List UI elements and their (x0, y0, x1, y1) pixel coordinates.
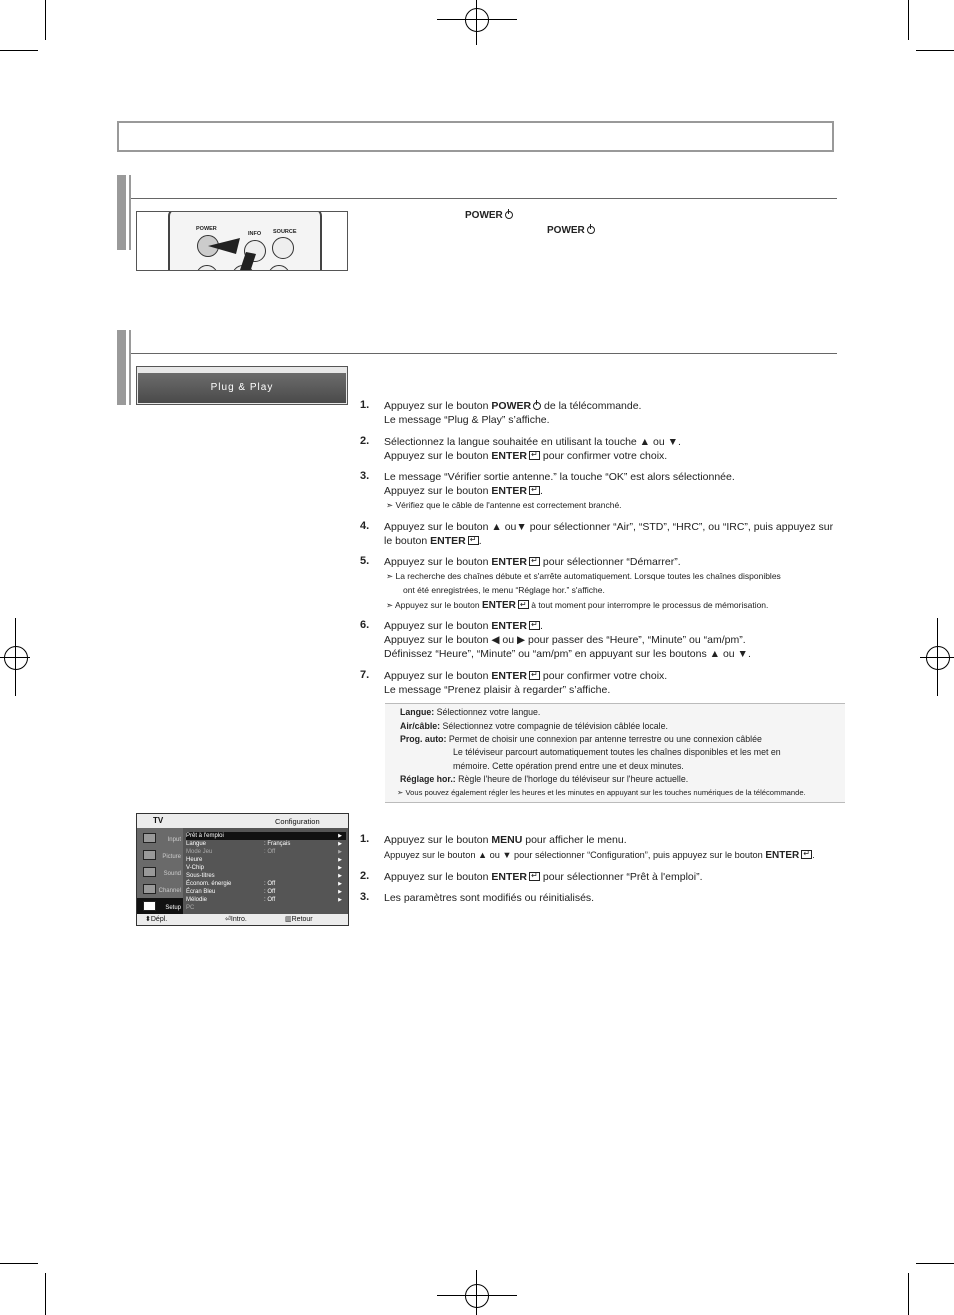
page-title-box (117, 121, 834, 152)
arrow-right-icon: ▶ (338, 897, 342, 903)
enter-icon (468, 536, 479, 545)
arrow-right-icon: ▶ (338, 833, 342, 839)
note-arrow-icon: ➣ (386, 571, 396, 581)
arrow-right-icon: ▶ (338, 881, 342, 887)
arrow-right-icon: ▶ (338, 865, 342, 871)
section-rule-1 (131, 198, 837, 199)
plug-and-play-screen (136, 366, 348, 405)
enter-icon (529, 671, 540, 680)
remote-source-label: SOURCE (273, 229, 297, 235)
step-1-line-2: Le message “Plug & Play” s’affiche. (384, 414, 550, 426)
enter-icon: ⏎ (225, 916, 231, 923)
note-arrow-icon: ➣ (397, 788, 406, 797)
step-4-line-2: le bouton ENTER↵ . (384, 534, 482, 548)
return-hint: ▥Retour (285, 916, 313, 923)
step-6-line-2: Appuyez sur le bouton ◀ ou ▶ pour passer des “Heure”, “Minute” ou “am/pm”. (384, 634, 746, 646)
menu-row: Heure ▶ (186, 857, 342, 863)
enter-icon (529, 621, 540, 630)
enter-icon (801, 850, 812, 859)
sound-icon (143, 867, 156, 877)
menu-row: Mode Jeu : Off ▶ (186, 849, 342, 855)
info-note: ➣ Vous pouvez également régler les heures et les minutes en appuyant sur les touches numériques de la télécommande. (397, 788, 806, 797)
sec3-step-2-line-1: Appuyez sur le bouton ENTER↵ pour sélectionner “Prêt à l'emploi”. (384, 870, 703, 884)
sec1-power-line-2: POWER (547, 224, 595, 238)
sec3-step-1-line-1: Appuyez sur le bouton MENU pour afficher le menu. (384, 834, 627, 846)
menu-header (137, 814, 348, 828)
power-icon (505, 211, 513, 219)
step-6-line-3: Définissez “Heure”, “Minute” ou “am/pm” en appuyant sur les boutons ▲ ou ▼. (384, 648, 751, 660)
step-7-line-1: Appuyez sur le bouton ENTER↵ pour confirmer votre choix. (384, 669, 667, 683)
step-number: 7. (360, 669, 370, 681)
menu-row: Économ. énergie : Off ▶ (186, 881, 342, 887)
step-number: 3. (360, 891, 370, 903)
section-marker-2 (117, 330, 131, 405)
plug-and-play-title: Plug & Play (138, 373, 346, 403)
info-air: Air/câble: Sélectionnez votre compagnie de télévision câblée locale. (400, 721, 668, 731)
remote-illustration (136, 211, 348, 271)
remote-info-label: INFO (248, 231, 262, 237)
step-1-line-1: Appuyez sur le bouton POWER de la télécommande. (384, 400, 642, 412)
step-number: 6. (360, 619, 370, 631)
step-2-line-2: Appuyez sur le bouton ENTER↵ pour confirmer votre choix. (384, 449, 667, 463)
menu-row: V-Chip ▶ (186, 865, 342, 871)
info-prog-3: mémoire. Cette opération prend entre une et deux minutes. (453, 761, 684, 771)
arrow-right-icon: ▶ (338, 873, 342, 879)
picture-icon (143, 850, 156, 860)
step-3-note: ➣ Vérifiez que le câble de l'antenne est correctement branché. (386, 500, 622, 510)
menu-row: Sous-titres ▶ (186, 873, 342, 879)
arrow-right-icon: ▶ (338, 841, 342, 847)
menu-tv-label: TV (153, 816, 164, 825)
enter-hint: ⏎Intro. (225, 916, 247, 923)
enter-icon (529, 557, 540, 566)
step-3-line-1: Le message “Vérifier sortie antenne.” la touche “OK” est alors sélectionnée. (384, 471, 735, 483)
power-icon (533, 402, 541, 410)
channel-icon (143, 884, 156, 894)
pointer-arrow-icon (208, 234, 258, 271)
step-number: 1. (360, 399, 370, 411)
step-5-line-1: Appuyez sur le bouton ENTER↵ pour sélectionner “Démarrer”. (384, 555, 681, 569)
remote-source-button (272, 237, 294, 259)
info-box (385, 703, 845, 803)
info-reglage: Réglage hor.: Règle l'heure de l'horloge du téléviseur sur l'heure actuelle. (400, 774, 689, 784)
step-number: 2. (360, 870, 370, 882)
note-arrow-icon: ➣ (386, 500, 396, 510)
info-prog-2: Le téléviseur parcourt automatiquement toutes les chaînes disponibles et les met en (453, 747, 781, 757)
step-2-line-1: Sélectionnez la langue souhaitée en utilisant la touche ▲ ou ▼. (384, 436, 681, 448)
step-number: 5. (360, 555, 370, 567)
menu-sidebar (137, 828, 183, 915)
enter-icon (529, 486, 540, 495)
step-3-line-2: Appuyez sur le bouton ENTER↵ . (384, 484, 543, 498)
configuration-menu-screen (136, 813, 349, 926)
step-4-line-1: Appuyez sur le bouton ▲ ou▼ pour sélectionner “Air”, “STD”, “HRC”, ou “IRC”, puis appuyez sur (384, 521, 834, 533)
step-5-note-2: ➣ Appuyez sur le bouton ENTER↵ à tout moment pour interrompre le processus de mémorisation. (386, 598, 768, 613)
menu-title: Configuration (275, 817, 320, 826)
step-7-line-2: Le message “Prenez plaisir à regarder” s’affiche. (384, 684, 611, 696)
setup-icon (143, 901, 156, 911)
up-down-icon: ⬍ (145, 916, 151, 923)
sec3-step-1-line-2: Appuyez sur le bouton ▲ ou ▼ pour sélectionner “Configuration”, puis appuyez sur le bouton ENTER↵ . (384, 848, 815, 863)
menu-side-picture: Picture (137, 847, 183, 864)
move-hint: ⬍Dépl. (145, 916, 168, 923)
menu-side-setup: Setup (137, 898, 183, 915)
step-number: 4. (360, 520, 370, 532)
arrow-right-icon: ▶ (338, 849, 342, 855)
arrow-right-icon: ▶ (338, 857, 342, 863)
menu-row: Mélodie : Off ▶ (186, 897, 342, 903)
menu-side-input: Input (137, 830, 183, 847)
step-5-note-1b: ont été enregistrées, le menu “Réglage hor.” s'affiche. (403, 585, 605, 595)
info-prog: Prog. auto: Permet de choisir une connexion par antenne terrestre ou une connexion câblée (400, 734, 762, 744)
step-5-note-1: ➣ La recherche des chaînes débute et s'arrête automatiquement. Lorsque toutes les chaînes disponibles (386, 571, 781, 581)
enter-icon (529, 451, 540, 460)
section-marker-1 (117, 175, 131, 250)
note-arrow-icon: ➣ (386, 600, 396, 610)
remote-power-label: POWER (196, 226, 217, 232)
remote-body (168, 211, 322, 271)
step-6-line-1: Appuyez sur le bouton ENTER↵ . (384, 619, 543, 633)
input-icon (143, 833, 156, 843)
menu-footer (137, 914, 348, 925)
menu-row: Prêt à l'emploi ▶ (186, 832, 346, 840)
step-number: 1. (360, 833, 370, 845)
sec1-power-line-1: POWER (465, 209, 513, 223)
return-icon: ▥ (285, 916, 292, 923)
menu-row: PC (186, 905, 195, 911)
enter-icon (518, 600, 529, 609)
menu-row: Langue : Français ▶ (186, 841, 342, 847)
power-icon (587, 226, 595, 234)
menu-row: Écran Bleu : Off ▶ (186, 889, 342, 895)
info-langue: Langue: Sélectionnez votre langue. (400, 707, 541, 717)
section-rule-2 (131, 353, 837, 354)
enter-icon (529, 872, 540, 881)
menu-side-channel: Channel (137, 881, 183, 898)
arrow-right-icon: ▶ (338, 889, 342, 895)
step-number: 2. (360, 435, 370, 447)
remote-button (268, 265, 290, 271)
sec3-step-3-line-1: Les paramètres sont modifiés ou réinitialisés. (384, 892, 595, 904)
menu-side-sound: Sound (137, 864, 183, 881)
step-number: 3. (360, 470, 370, 482)
